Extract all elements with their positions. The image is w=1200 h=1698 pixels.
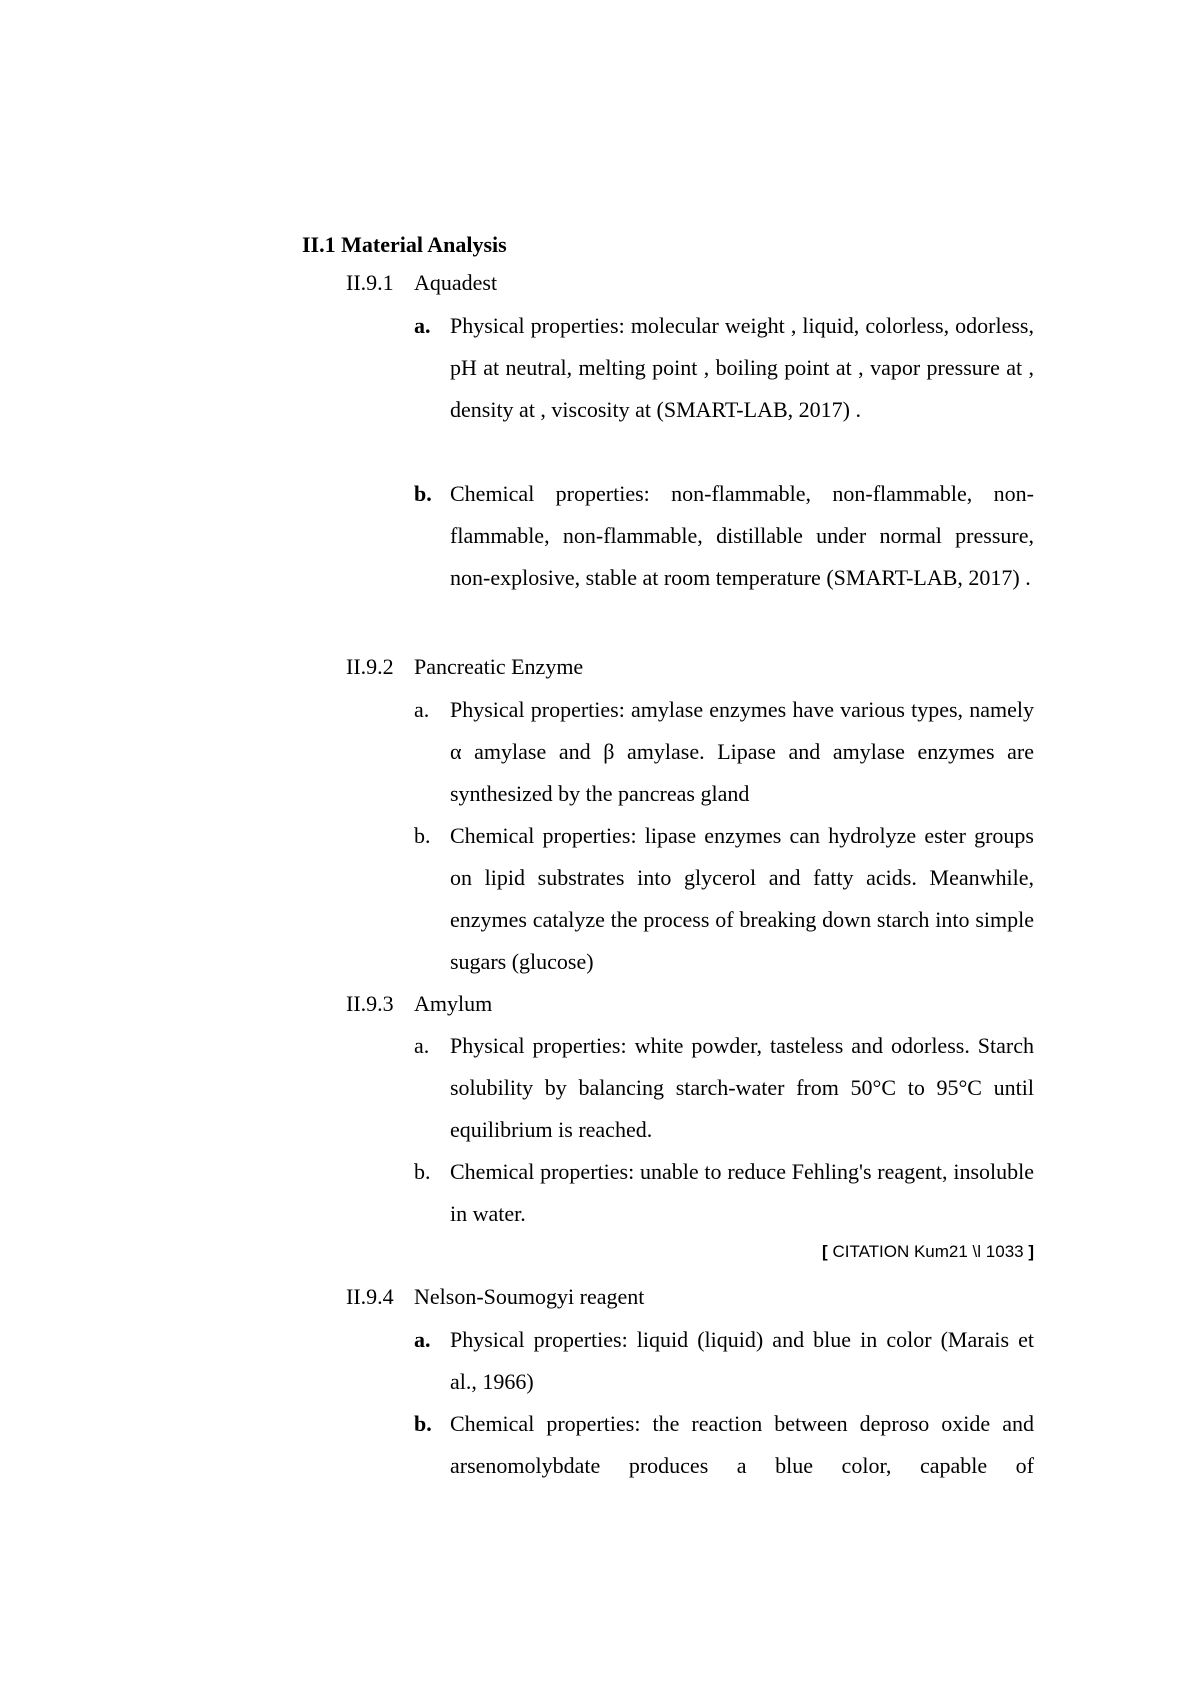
list-item-text: Chemical properties: lipase enzymes can hydrolyze ester groups on lipid substrates into glycerol and fatty acids. Meanwhile, enzymes catalyze the process of breaking down starch into simple sugars (glucose) xyxy=(450,823,1034,974)
subsection-title-aquadest xyxy=(346,267,497,299)
list-item-aquadest-physical xyxy=(414,305,1034,431)
list-item-reagent-chemical xyxy=(414,1403,1034,1487)
subsection-number: II.9.4 xyxy=(346,1284,394,1309)
list-item-aquadest-chemical xyxy=(414,473,1034,599)
list-marker: b. xyxy=(414,1159,431,1184)
list-item-text: Physical properties: liquid (liquid) and blue in color (Marais et al., 1966) xyxy=(450,1327,1034,1394)
subsection-title-nelson-soumogyi xyxy=(346,1281,644,1313)
citation-open-bracket: [ xyxy=(822,1242,828,1261)
section-heading: II.1 Material Analysis xyxy=(302,232,507,257)
list-item-amylum-physical xyxy=(414,1025,1034,1151)
list-marker: b. xyxy=(414,1411,432,1436)
list-item-text: Chemical properties: the reaction between deproso oxide and arsenomolybdate produces a blue color, capable of xyxy=(450,1411,1034,1478)
subsection-title: Pancreatic Enzyme xyxy=(414,654,584,679)
list-item-text: Physical properties: molecular weight , liquid, colorless, odorless, pH at neutral, melting point , boiling point at , vapor pressure at , density at , viscosity at (SMART-LAB, 2017) . xyxy=(450,313,1034,422)
list-marker: a. xyxy=(414,313,431,338)
subsection-number: II.9.3 xyxy=(346,991,394,1016)
list-item-reagent-physical xyxy=(414,1319,1034,1403)
list-item-text: Chemical properties: non-flammable, non-flammable, non-flammable, non-flammable, distillable under normal pressure, non-explosive, stable at room temperature (SMART-LAB, 2017) . xyxy=(450,481,1034,590)
list-marker: a. xyxy=(414,697,430,722)
subsection-title: Amylum xyxy=(414,991,493,1016)
list-item-enzyme-chemical xyxy=(414,815,1034,983)
subsection-title: Nelson-Soumogyi reagent xyxy=(414,1284,645,1309)
citation-field xyxy=(822,1238,1034,1266)
citation-close-bracket: ] xyxy=(1028,1242,1034,1261)
list-item-text: Physical properties: white powder, tasteless and odorless. Starch solubility by balancing starch-water from 50°C to 95°C until equilibrium is reached. xyxy=(450,1033,1034,1142)
subsection-title-amylum xyxy=(346,988,492,1020)
subsection-title-pancreatic-enzyme xyxy=(346,651,583,683)
subsection-title: Aquadest xyxy=(414,270,498,295)
list-item-text: Physical properties: amylase enzymes have various types, namely α amylase and β amylase. Lipase and amylase enzymes are synthesized by the pancreas gland xyxy=(450,697,1034,806)
citation-code: CITATION Kum21 \l 1033 xyxy=(827,1242,1029,1261)
list-item-enzyme-physical xyxy=(414,689,1034,815)
subsection-number: II.9.2 xyxy=(346,654,394,679)
list-marker: b. xyxy=(414,823,431,848)
list-item-amylum-chemical xyxy=(414,1151,1034,1235)
list-marker: b. xyxy=(414,481,432,506)
subsection-number: II.9.1 xyxy=(346,270,394,295)
list-marker: a. xyxy=(414,1033,430,1058)
list-marker: a. xyxy=(414,1327,431,1352)
list-item-text: Chemical properties: unable to reduce Fehling's reagent, insoluble in water. xyxy=(450,1159,1034,1226)
